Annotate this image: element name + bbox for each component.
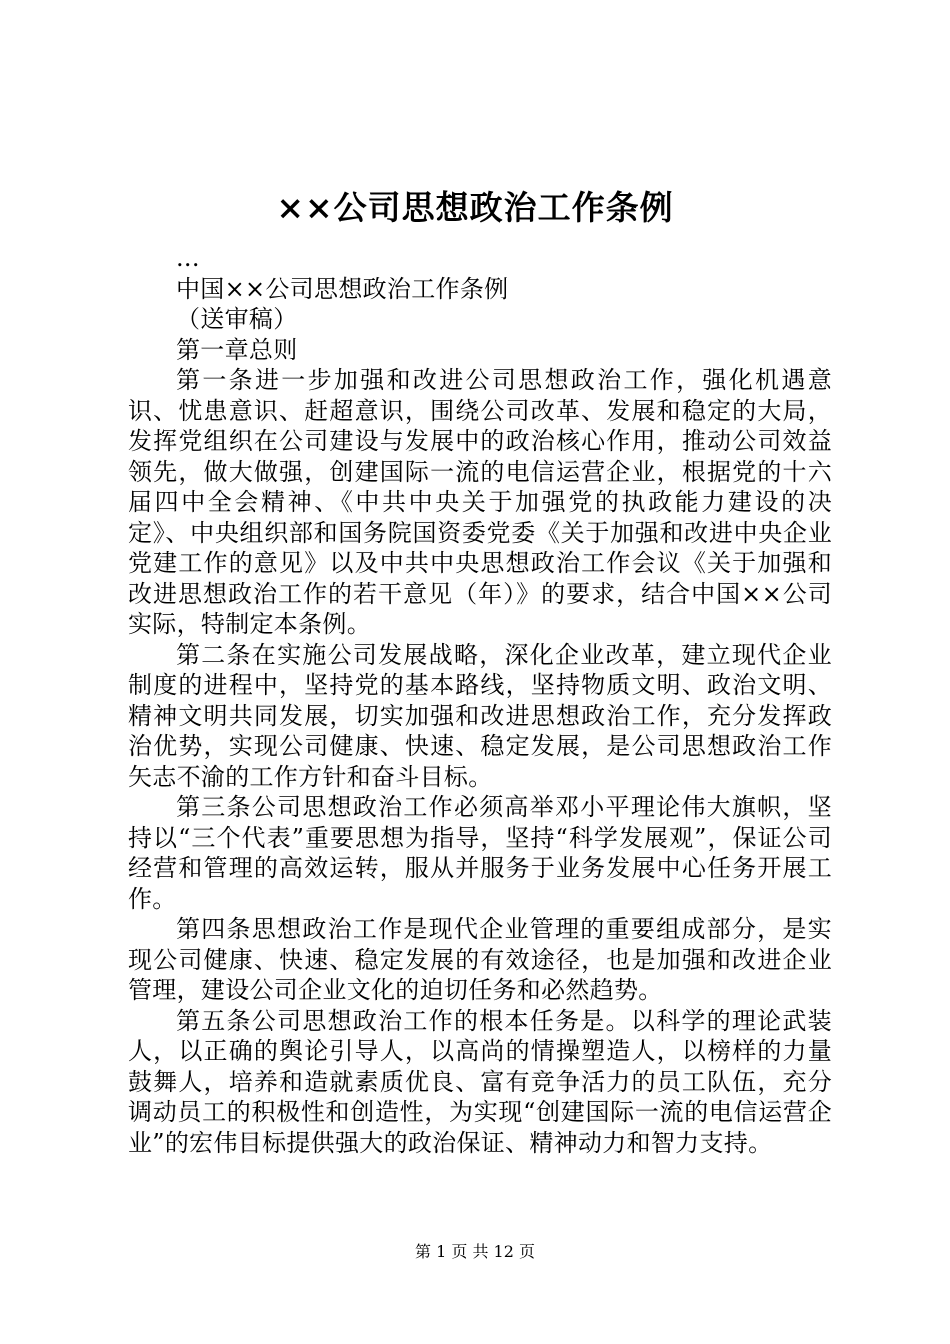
article-paragraph-4: 第四条思想政治工作是现代企业管理的重要组成部分，是实现公司健康、快速、稳定发展的有效途径，也是加强和改进企业管理，建设公司企业文化的迫切任务和必然趋势。 <box>128 915 832 1004</box>
article-paragraph-3: 第三条公司思想政治工作必须高举邓小平理论伟大旗帜，坚持以“三个代表”重要思想为指导，坚持“科学发展观”，保证公司经营和管理的高效运转，服从并服务于业务发展中心任务开展工作。 <box>128 793 832 913</box>
article-paragraph-2: 第二条在实施公司发展战略，深化企业改革，建立现代企业制度的进程中，坚持党的基本路线，坚持物质文明、政治文明、精神文明共同发展，切实加强和改进思想政治工作，充分发挥政治优势，实现公司健康、快速、稳定发展，是公司思想政治工作矢志不渝的工作方针和奋斗目标。 <box>128 640 832 791</box>
page-footer: 第 1 页 共 12 页 <box>415 1242 535 1261</box>
article-paragraph-5: 第五条公司思想政治工作的根本任务是。以科学的理论武装人，以正确的舆论引导人，以高尚的情操塑造人，以榜样的力量鼓舞人，培养和造就素质优良、富有竞争活力的员工队伍，充分调动员工的积极性和创造性，为实现“创建国际一流的电信运营企业”的宏伟目标提供强大的政治保证、精神动力和智力支持。 <box>128 1006 832 1157</box>
document-subtitle: 中国××公司思想政治工作条例 <box>176 274 509 303</box>
draft-note: （送审稿） <box>176 305 298 333</box>
document-title: ××公司思想政治工作条例 <box>276 188 674 227</box>
ellipsis-line: ... <box>176 244 200 272</box>
chapter-heading: 第一章总则 <box>176 335 298 364</box>
article-paragraph-1: 第一条进一步加强和改进公司思想政治工作，强化机遇意识、忧患意识、赶超意识，围绕公司改革、发展和稳定的大局，发挥党组织在公司建设与发展中的政治核心作用，推动公司效益领先，做大做强，创建国际一流的电信运营企业，根据党的十六届四中全会精神、《中共中央关于加强党的执政能力建设的决定》、中央组织部和国务院国资委党委《关于加强和改进中央企业党建工作的意见》以及中共中央思想政治工作会议《关于加强和改进思想政治工作的若干意见（年）》的要求，结合中国××公司实际，特制定本条例。 <box>128 366 832 638</box>
document-body <box>128 243 832 1158</box>
